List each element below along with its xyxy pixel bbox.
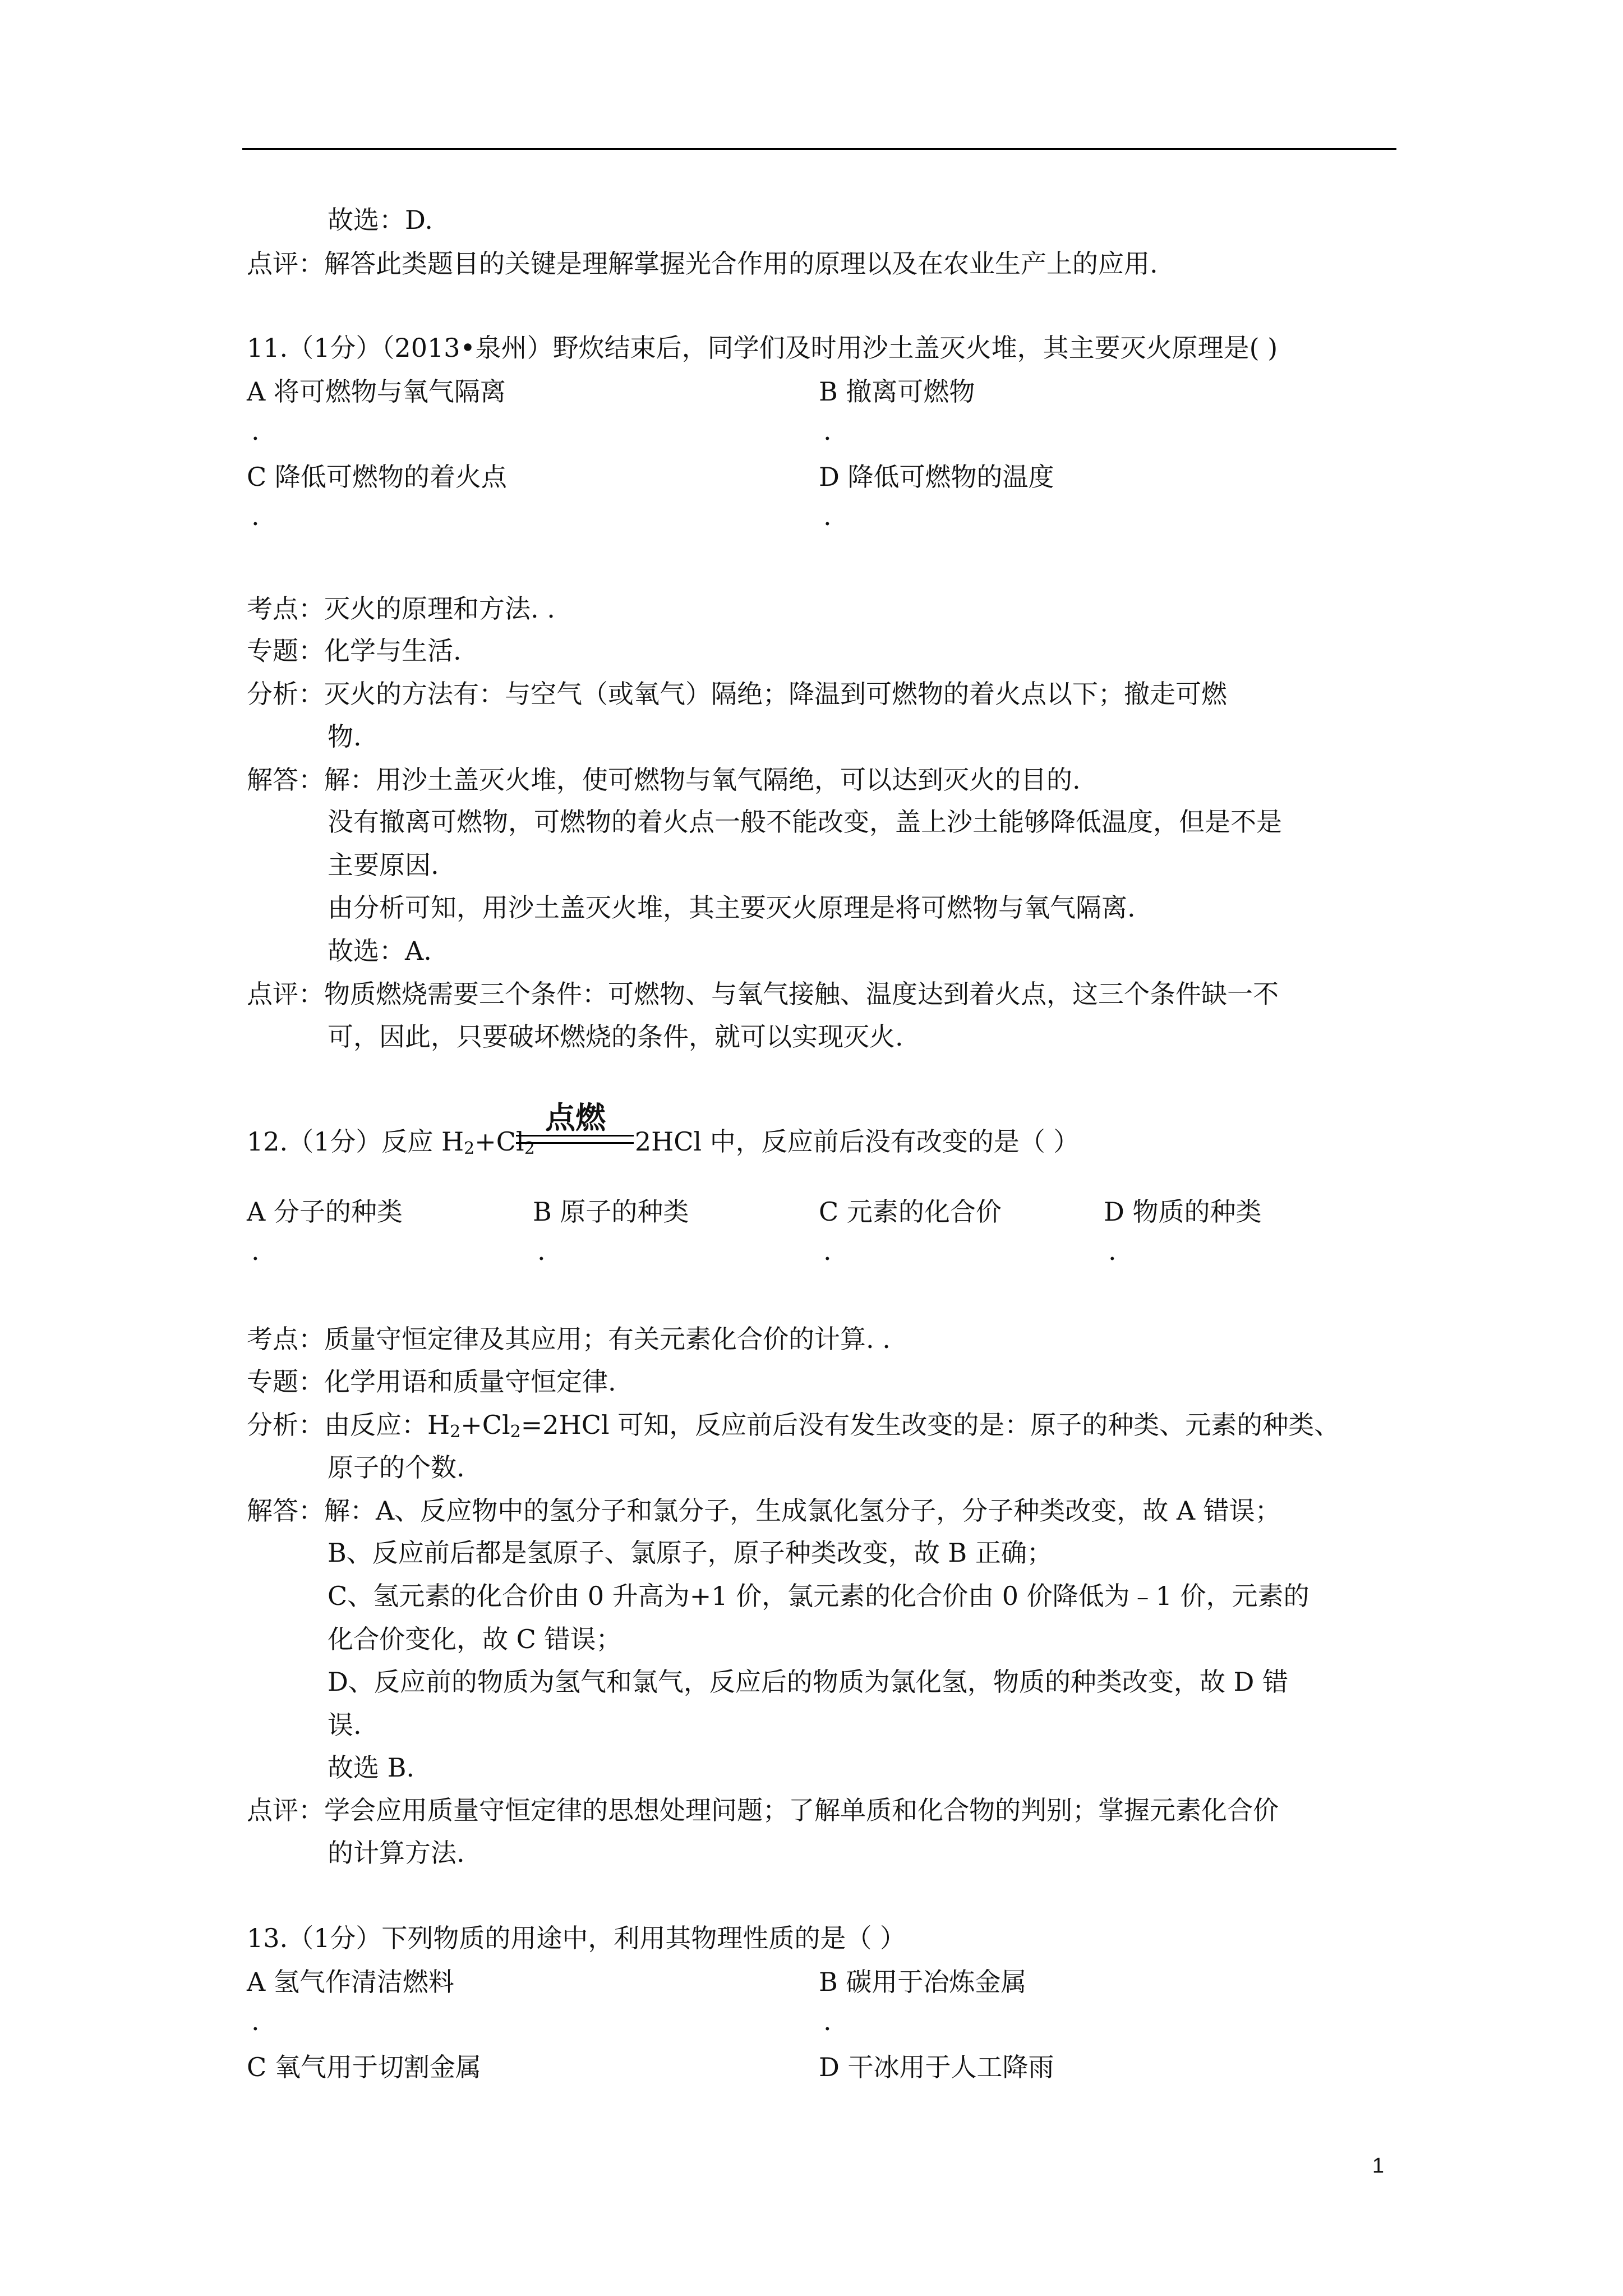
q13-option-d: D 干冰用于人工降雨 bbox=[819, 2052, 1054, 2082]
q12-analysis-h2-sub: 2 bbox=[450, 1422, 461, 1442]
q12-analysis-line1 bbox=[247, 1408, 1340, 1449]
q11-solution-line4: 由分析可知，用沙土盖灭火堆，其主要灭火原理是将可燃物与氧气隔离. bbox=[328, 892, 1136, 923]
q12-analysis-c: =2HCl 可知，反应前后没有发生改变的是：原子的种类、元素的种类、 bbox=[520, 1410, 1340, 1440]
q11-solution-line3: 主要原因. bbox=[328, 850, 439, 880]
q12-analysis-line2: 原子的个数. bbox=[328, 1452, 465, 1483]
q12-dot-d: . bbox=[1108, 1236, 1117, 1266]
q11-solution-line1: 解答：解：用沙土盖灭火堆，使可燃物与氧气隔绝，可以达到灭火的目的. bbox=[247, 765, 1081, 795]
q12-comment-line2: 的计算方法. bbox=[328, 1838, 465, 1868]
q12-kaodian: 考点：质量守恒定律及其应用；有关元素化合价的计算. . bbox=[247, 1324, 891, 1354]
q12-dot-a: . bbox=[251, 1236, 260, 1266]
q12-dot-c: . bbox=[823, 1236, 832, 1266]
q12-comment-line1: 点评：学会应用质量守恒定律的思想处理问题；了解单质和化合物的判别；掌握元素化合价 bbox=[247, 1795, 1279, 1825]
q11-solution-line2: 没有撤离可燃物，可燃物的着火点一般不能改变，盖上沙土能够降低温度，但是不是 bbox=[328, 807, 1282, 837]
q11-option-d: D 降低可燃物的温度 bbox=[819, 462, 1054, 492]
q12-analysis-cl2-sub: 2 bbox=[510, 1422, 521, 1442]
q12-solution-line2: B、反应前后都是氢原子、氯原子，原子种类改变，故 B 正确； bbox=[328, 1538, 1053, 1568]
q12-solution-line5: D、反应前的物质为氢气和氯气，反应后的物质为氯化氢，物质的种类改变，故 D 错 bbox=[328, 1667, 1289, 1697]
q12-cl2-sub: 2 bbox=[524, 1139, 535, 1158]
q12-option-c: C 元素的化合价 bbox=[819, 1197, 1002, 1227]
q11-dot-c: . bbox=[251, 501, 260, 531]
q12-dot-b: . bbox=[537, 1236, 546, 1266]
q11-option-a: A 将可燃物与氧气隔离 bbox=[247, 376, 506, 407]
q11-dot-a: . bbox=[251, 416, 260, 446]
q12-plus-cl: +Cl bbox=[474, 1126, 524, 1157]
q11-analysis-line1: 分析：灭火的方法有：与空气（或氧气）隔绝；降温到可燃物的着火点以下；撤走可燃 bbox=[247, 679, 1227, 709]
q12-solution-line3: C、氢元素的化合价由 0 升高为+1 价，氯元素的化合价由 0 价降低为﹣1 价，元素的 bbox=[328, 1581, 1310, 1611]
q13-option-a: A 氢气作清洁燃料 bbox=[247, 1967, 454, 1997]
q12-option-b: B 原子的种类 bbox=[533, 1197, 689, 1227]
q13-stem: 13.（1分）下列物质的用途中，利用其物理性质的是（ ） bbox=[247, 1923, 906, 1953]
header-rule bbox=[242, 148, 1396, 150]
q11-dot-d: . bbox=[823, 501, 832, 531]
q12-option-d: D 物质的种类 bbox=[1104, 1197, 1262, 1227]
q12-stem-suffix: 2HCl 中，反应前后没有改变的是（ ） bbox=[634, 1126, 1080, 1157]
q11-solution-line5: 故选：A. bbox=[328, 936, 432, 966]
q12-stem bbox=[247, 1125, 1079, 1166]
q11-analysis-line2: 物. bbox=[328, 721, 362, 752]
q12-option-a: A 分子的种类 bbox=[247, 1197, 403, 1227]
q12-solution-line4: 化合价变化，故 C 错误； bbox=[328, 1624, 622, 1654]
q12-solution-line7: 故选 B. bbox=[328, 1752, 415, 1783]
q12-zhuanti: 专题：化学用语和质量守恒定律. bbox=[247, 1366, 616, 1397]
q11-option-c: C 降低可燃物的着火点 bbox=[247, 462, 507, 492]
q11-zhuanti: 专题：化学与生活. bbox=[247, 636, 462, 666]
prev-comment: 点评：解答此类题目的关键是理解掌握光合作用的原理以及在农业生产上的应用. bbox=[247, 249, 1158, 279]
q12-analysis-a: 分析：由反应：H bbox=[247, 1410, 450, 1440]
q12-solution-line6: 误. bbox=[328, 1710, 362, 1740]
q13-option-b: B 碳用于冶炼金属 bbox=[819, 1967, 1027, 1997]
q12-h2-sub: 2 bbox=[464, 1139, 475, 1158]
q12-solution-line1: 解答：解：A、反应物中的氢分子和氯分子，生成氯化氢分子，分子种类改变，故 A 错误； bbox=[247, 1496, 1281, 1526]
q11-option-b: B 撤离可燃物 bbox=[819, 376, 975, 407]
q12-analysis-b: +Cl bbox=[460, 1410, 510, 1440]
prev-answer: 故选：D. bbox=[328, 205, 433, 235]
page-number: 1 bbox=[1372, 2154, 1384, 2178]
q11-kaodian: 考点：灭火的原理和方法. . bbox=[247, 593, 555, 624]
q12-equal-sign bbox=[516, 1135, 634, 1144]
q11-comment-line2: 可，因此，只要破坏燃烧的条件，就可以实现灭火. bbox=[328, 1022, 903, 1052]
q13-dot-b: . bbox=[823, 2006, 832, 2036]
q11-dot-b: . bbox=[823, 416, 832, 446]
q12-stem-prefix: 12.（1分）反应 H bbox=[247, 1126, 464, 1157]
q11-stem: 11.（1分）（2013•泉州）野炊结束后，同学们及时用沙土盖灭火堆，其主要灭火原理是( ) bbox=[247, 333, 1278, 363]
q13-dot-a: . bbox=[251, 2006, 260, 2036]
q11-comment-line1: 点评：物质燃烧需要三个条件：可燃物、与氧气接触、温度达到着火点，这三个条件缺一不 bbox=[247, 979, 1279, 1009]
q12-reaction-condition: 点燃 bbox=[545, 1100, 606, 1135]
q13-option-c: C 氧气用于切割金属 bbox=[247, 2052, 481, 2082]
